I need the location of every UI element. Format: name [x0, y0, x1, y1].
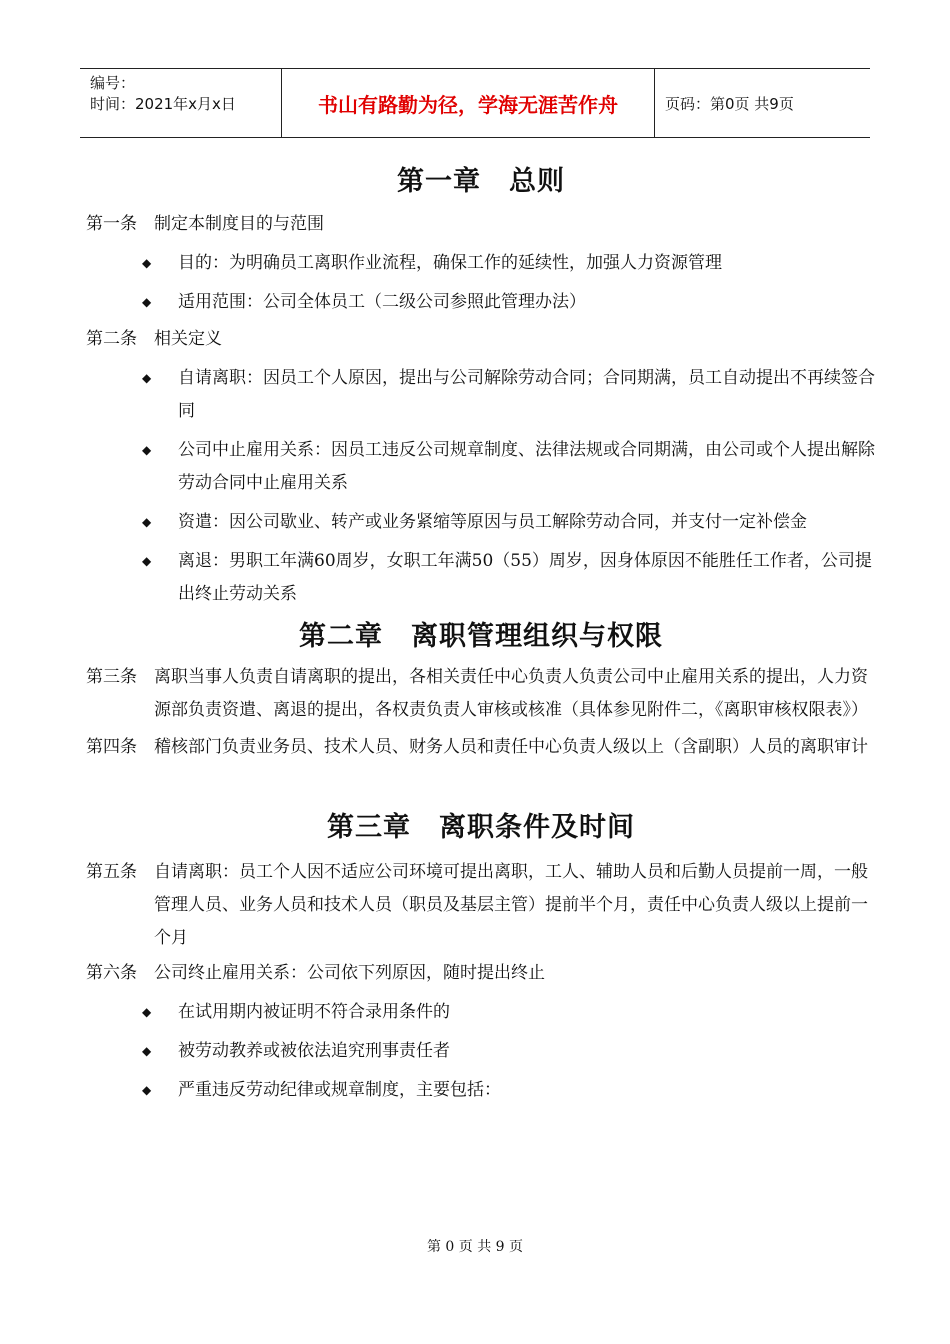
header-motto: 书山有路勤为径，学海无涯苦作舟 [282, 69, 655, 137]
header-page-label: 页码：第0页 共9页 [665, 94, 794, 113]
article-3 [86, 661, 876, 727]
article-number: 第四条 [86, 737, 137, 757]
list-item-text: 严重违反劳动纪律或规章制度，主要包括： [178, 1080, 501, 1100]
article-5 [86, 856, 876, 955]
diamond-bullet-icon: ◆ [142, 554, 152, 568]
list-item [142, 362, 876, 428]
page-footer: 第 0 页 共 9 页 [426, 1239, 524, 1255]
article-text: 自请离职：员工个人因不适应公司环境可提出离职，工人、辅助人员和后勤人员提前一周，一般管理人员、业务人员和技术人员（职员及基层主管）提前半个月，责任中心负责人级以上提前一个月 [154, 862, 868, 948]
article-text: 公司终止雇用关系：公司依下列原因，随时提出终止 [154, 963, 545, 983]
list-item [142, 1035, 876, 1068]
list-item-text: 自请离职：因员工个人原因，提出与公司解除劳动合同；合同期满，员工自动提出不再续签合同 [178, 368, 875, 421]
list-item [142, 996, 876, 1029]
list-item-text: 目的：为明确员工离职作业流程，确保工作的延续性，加强人力资源管理 [178, 253, 722, 273]
diamond-bullet-icon: ◆ [142, 1083, 152, 1097]
article-number: 第二条 [86, 329, 137, 349]
document-header [80, 68, 870, 138]
list-item-text: 离退：男职工年满60周岁，女职工年满50（55）周岁，因身体原因不能胜任工作者，公司提出终止劳动关系 [178, 551, 872, 604]
article-text: 制定本制度目的与范围 [154, 214, 324, 234]
article-text: 稽核部门负责业务员、技术人员、财务人员和责任中心负责人级以上（含副职）人员的离职审计 [154, 737, 868, 757]
article-number: 第三条 [86, 667, 137, 687]
article-number: 第五条 [86, 862, 137, 882]
list-item-text: 公司中止雇用关系：因员工违反公司规章制度、法律法规或合同期满，由公司或个人提出解除劳动合同中止雇用关系 [178, 440, 875, 493]
article-6 [86, 957, 876, 990]
list-item [142, 1074, 876, 1107]
article-2 [86, 323, 876, 356]
document-date-label: 时间：2021年x月x日 [90, 95, 236, 113]
list-item [142, 286, 876, 319]
diamond-bullet-icon: ◆ [142, 443, 152, 457]
article-4 [86, 731, 876, 764]
diamond-bullet-icon: ◆ [142, 1005, 152, 1019]
chapter-title-3: 第三章 离职条件及时间 [327, 812, 635, 843]
list-item [142, 545, 876, 611]
document-number-label: 编号： [90, 74, 136, 92]
article-text: 相关定义 [154, 329, 222, 349]
article-number: 第六条 [86, 963, 137, 983]
list-item-text: 适用范围：公司全体员工（二级公司参照此管理办法） [178, 292, 586, 312]
diamond-bullet-icon: ◆ [142, 1044, 152, 1058]
list-item-text: 资遣：因公司歇业、转产或业务紧缩等原因与员工解除劳动合同，并支付一定补偿金 [178, 512, 807, 532]
diamond-bullet-icon: ◆ [142, 515, 152, 529]
diamond-bullet-icon: ◆ [142, 256, 152, 270]
list-item [142, 247, 876, 280]
list-item [142, 506, 876, 539]
diamond-bullet-icon: ◆ [142, 371, 152, 385]
article-number: 第一条 [86, 214, 137, 234]
list-item [142, 434, 876, 500]
chapter-title-1: 第一章 总则 [397, 166, 565, 197]
diamond-bullet-icon: ◆ [142, 295, 152, 309]
header-meta [80, 69, 282, 137]
list-item-text: 被劳动教养或被依法追究刑事责任者 [178, 1041, 450, 1061]
chapter-title-2: 第二章 离职管理组织与权限 [299, 621, 663, 652]
article-text: 离职当事人负责自请离职的提出，各相关责任中心负责人负责公司中止雇用关系的提出，人力资源部负责资遣、离退的提出，各权责负责人审核或核准（具体参见附件二，《离职审核权限表》） [154, 667, 868, 720]
list-item-text: 在试用期内被证明不符合录用条件的 [178, 1002, 450, 1022]
document-body [86, 160, 876, 1107]
article-1 [86, 208, 876, 241]
